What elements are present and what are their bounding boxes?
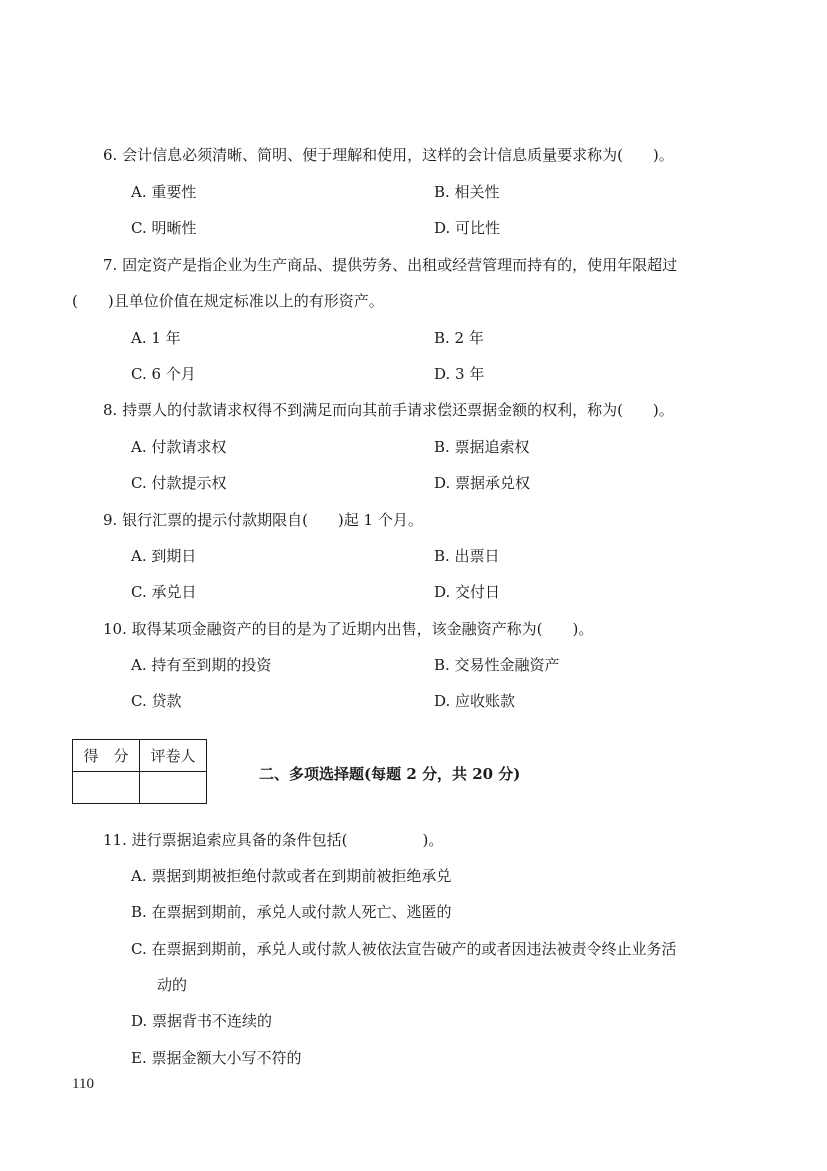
grader-cell bbox=[140, 772, 207, 804]
q11-option-c: C. 在票据到期前，承兑人或付款人被依法宣告破产的或者因违法被责令终止业务活 bbox=[131, 940, 677, 958]
q7-option-a: A. 1 年 bbox=[131, 329, 181, 347]
question-10-stem: 10. 取得某项金融资产的目的是为了近期内出售，该金融资产称为( )。 bbox=[103, 620, 594, 638]
q9-option-d: D. 交付日 bbox=[434, 583, 501, 601]
question-9-stem: 9. 银行汇票的提示付款期限自( )起 1 个月。 bbox=[103, 511, 423, 529]
page-number: 110 bbox=[72, 1076, 94, 1092]
score-table bbox=[72, 739, 207, 804]
q11-option-b: B. 在票据到期前，承兑人或付款人死亡、逃匿的 bbox=[131, 903, 452, 921]
question-7-stem-continued: ( )且单位价值在规定标准以上的有形资产。 bbox=[72, 292, 384, 310]
q6-option-d: D. 可比性 bbox=[434, 219, 501, 237]
q6-option-b: B. 相关性 bbox=[434, 183, 500, 201]
q7-option-d: D. 3 年 bbox=[434, 365, 485, 383]
q10-option-c: C. 贷款 bbox=[131, 692, 182, 710]
q11-option-c-continued: 动的 bbox=[157, 976, 188, 994]
q8-option-c: C. 付款提示权 bbox=[131, 474, 227, 492]
score-header: 得 分 bbox=[73, 740, 140, 772]
q11-option-d: D. 票据背书不连续的 bbox=[131, 1012, 273, 1030]
q11-option-e: E. 票据金额大小写不符的 bbox=[131, 1049, 302, 1067]
q6-option-a: A. 重要性 bbox=[131, 183, 197, 201]
section-2-title: 二、多项选择题(每题 2 分，共 20 分) bbox=[259, 765, 521, 783]
score-cell bbox=[73, 772, 140, 804]
question-6-stem: 6. 会计信息必须清晰、简明、便于理解和使用，这样的会计信息质量要求称为( )。 bbox=[103, 146, 674, 164]
question-7-stem: 7. 固定资产是指企业为生产商品、提供劳务、出租或经营管理而持有的，使用年限超过 bbox=[103, 256, 678, 274]
q10-option-b: B. 交易性金融资产 bbox=[434, 656, 560, 674]
q9-option-c: C. 承兑日 bbox=[131, 583, 197, 601]
q7-option-c: C. 6 个月 bbox=[131, 365, 196, 383]
q9-option-b: B. 出票日 bbox=[434, 547, 500, 565]
grader-header: 评卷人 bbox=[140, 740, 207, 772]
q8-option-d: D. 票据承兑权 bbox=[434, 474, 531, 492]
question-8-stem: 8. 持票人的付款请求权得不到满足而向其前手请求偿还票据金额的权利，称为( )。 bbox=[103, 401, 674, 419]
q7-option-b: B. 2 年 bbox=[434, 329, 484, 347]
q11-option-a: A. 票据到期被拒绝付款或者在到期前被拒绝承兑 bbox=[131, 867, 452, 885]
question-11-stem: 11. 进行票据追索应具备的条件包括( )。 bbox=[103, 831, 444, 849]
q6-option-c: C. 明晰性 bbox=[131, 219, 197, 237]
q10-option-a: A. 持有至到期的投资 bbox=[131, 656, 272, 674]
q10-option-d: D. 应收账款 bbox=[434, 692, 516, 710]
q8-option-a: A. 付款请求权 bbox=[131, 438, 227, 456]
q9-option-a: A. 到期日 bbox=[131, 547, 197, 565]
q8-option-b: B. 票据追索权 bbox=[434, 438, 530, 456]
